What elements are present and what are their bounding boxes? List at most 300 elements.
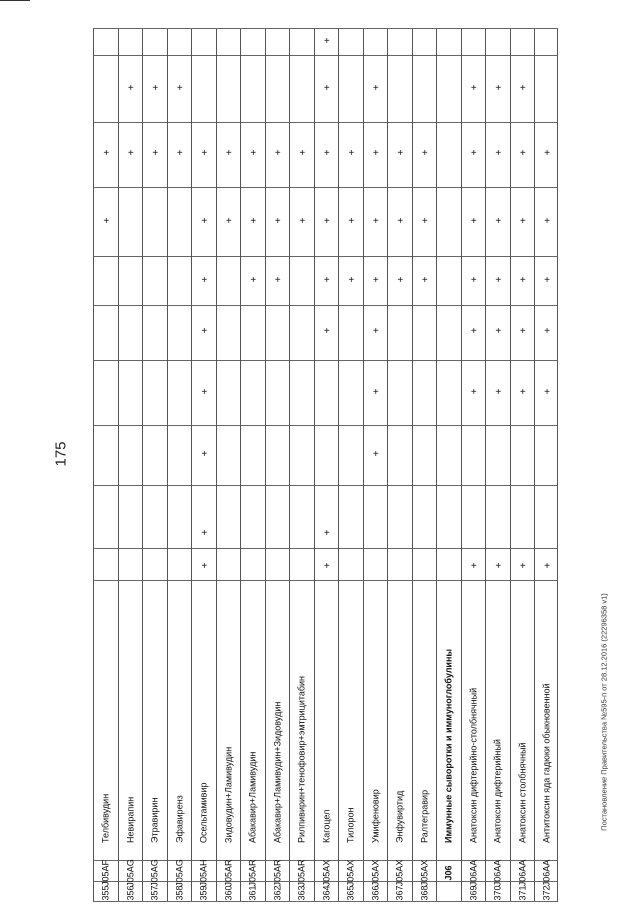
cell-border	[266, 187, 290, 188]
cell-border	[388, 425, 412, 426]
table-row	[289, 28, 314, 902]
plus-mark: +	[299, 216, 306, 227]
corner-mark	[0, 0, 30, 1]
cell-border	[535, 425, 557, 426]
cell-border	[364, 485, 388, 486]
cell-border	[437, 256, 461, 257]
cell-border	[388, 485, 412, 486]
plus-mark: +	[372, 387, 379, 398]
cell-border	[315, 360, 339, 361]
plus-mark: +	[348, 275, 355, 286]
cell-border	[143, 256, 167, 257]
cell-border	[511, 580, 535, 581]
cell-border	[241, 305, 265, 306]
row-number: 367	[394, 885, 405, 901]
row-number: 371	[517, 885, 528, 901]
cell-border	[290, 485, 314, 486]
cell-border	[339, 122, 363, 123]
row-number: 368	[419, 885, 430, 901]
cell-border	[266, 580, 290, 581]
plus-mark: +	[495, 561, 502, 572]
cell-border	[364, 55, 388, 56]
plus-mark: +	[470, 561, 477, 572]
cell-border	[217, 485, 241, 486]
cell-border	[315, 256, 339, 257]
cell-border	[94, 360, 118, 361]
row-number: 365	[345, 885, 356, 901]
plus-mark: +	[470, 83, 477, 94]
plus-mark: +	[519, 275, 526, 286]
table-row	[363, 28, 388, 902]
plus-mark: +	[176, 83, 183, 94]
atc-code: J05AX	[321, 859, 332, 887]
plus-mark: +	[544, 275, 550, 286]
drug-name: Телбивудин	[100, 793, 111, 843]
cell-border	[143, 548, 167, 549]
plus-mark: +	[421, 148, 428, 159]
cell-border	[168, 548, 192, 549]
cell-border	[339, 187, 363, 188]
table-row	[412, 28, 437, 902]
cell-border	[462, 425, 486, 426]
drug-name: Абакавир+Ламивудин	[247, 751, 258, 843]
plus-mark: +	[250, 275, 257, 286]
row-number: 361	[247, 885, 258, 901]
plus-mark: +	[397, 275, 404, 286]
cell-border	[535, 485, 557, 486]
cell-border	[511, 122, 535, 123]
cell-border	[168, 55, 192, 56]
plus-mark: +	[519, 326, 526, 337]
plus-mark: +	[519, 216, 526, 227]
cell-border	[168, 256, 192, 257]
drug-name: Ралтегравир	[419, 789, 430, 843]
cell-border	[119, 55, 143, 56]
cell-border	[192, 305, 216, 306]
plus-mark: +	[323, 148, 330, 159]
cell-border	[486, 360, 510, 361]
cell-border	[241, 256, 265, 257]
cell-border	[511, 485, 535, 486]
cell-border	[192, 485, 216, 486]
plus-mark: +	[103, 148, 110, 159]
plus-mark: +	[323, 528, 330, 539]
plus-mark: +	[519, 387, 526, 398]
plus-mark: +	[127, 148, 134, 159]
drug-name: Умифеновир	[370, 789, 381, 843]
cell-border	[486, 580, 510, 581]
cell-border	[94, 485, 118, 486]
cell-border	[413, 425, 437, 426]
cell-border	[535, 548, 557, 549]
cell-border	[192, 256, 216, 257]
cell-border	[315, 485, 339, 486]
cell-border	[486, 187, 510, 188]
plus-mark: +	[299, 148, 306, 159]
table-row	[510, 28, 535, 902]
plus-mark: +	[519, 83, 526, 94]
row-number: 372	[541, 885, 552, 901]
plus-mark: +	[201, 528, 208, 539]
plus-mark: +	[201, 387, 208, 398]
table-row	[191, 28, 216, 902]
cell-border	[290, 425, 314, 426]
atc-code: J05AH	[198, 859, 209, 887]
atc-code: J05AG	[149, 859, 160, 887]
plus-mark: +	[103, 216, 110, 227]
cell-border	[168, 360, 192, 361]
drug-name: Абакавир+Ламивудин+Зидовудин	[272, 701, 283, 843]
table-row	[216, 28, 241, 902]
row-number: 360	[223, 885, 234, 901]
cell-border	[413, 360, 437, 361]
cell-border	[290, 187, 314, 188]
cell-border	[462, 548, 486, 549]
atc-code: J05AR	[247, 859, 258, 887]
cell-border	[535, 187, 557, 188]
cell-border	[94, 548, 118, 549]
plus-mark: +	[201, 449, 208, 460]
atc-code: J05AR	[296, 859, 307, 887]
plus-mark: +	[201, 216, 208, 227]
cell-border	[217, 548, 241, 549]
cell-border	[290, 55, 314, 56]
plus-mark: +	[495, 216, 502, 227]
cell-border	[364, 425, 388, 426]
table-row	[314, 28, 339, 902]
cell-border	[143, 187, 167, 188]
cell-border	[339, 55, 363, 56]
cell-border	[241, 548, 265, 549]
row-number: 363	[296, 885, 307, 901]
cell-border	[315, 305, 339, 306]
cell-border	[143, 425, 167, 426]
cell-border	[364, 187, 388, 188]
plus-mark: +	[544, 148, 550, 159]
atc-code: J05AG	[125, 859, 136, 887]
cell-border	[462, 580, 486, 581]
cell-border	[364, 360, 388, 361]
cell-border	[388, 548, 412, 549]
cell-border	[315, 548, 339, 549]
plus-mark: +	[470, 216, 477, 227]
atc-code: J05AX	[370, 859, 381, 887]
table-row	[461, 28, 486, 902]
cell-border	[168, 187, 192, 188]
drug-name: Этравирин	[149, 797, 160, 843]
row-number: 366	[370, 885, 381, 901]
plus-mark: +	[470, 387, 477, 398]
plus-mark: +	[372, 83, 379, 94]
plus-mark: +	[348, 216, 355, 227]
cell-border	[217, 360, 241, 361]
cell-border	[94, 187, 118, 188]
plus-mark: +	[323, 36, 330, 47]
atc-code: J05AX	[419, 859, 430, 887]
cell-border	[535, 122, 557, 123]
table-row	[93, 28, 118, 902]
cell-border	[315, 425, 339, 426]
cell-border	[486, 256, 510, 257]
cell-border	[119, 360, 143, 361]
plus-mark: +	[323, 561, 330, 572]
cell-border	[339, 305, 363, 306]
cell-border	[143, 122, 167, 123]
cell-border	[241, 485, 265, 486]
cell-border	[437, 122, 461, 123]
atc-code: J06AA	[541, 859, 552, 887]
plus-mark: +	[397, 216, 404, 227]
cell-border	[241, 55, 265, 56]
drug-name: Зидовудин+Ламивудин	[223, 746, 234, 843]
cell-border	[94, 425, 118, 426]
cell-border	[315, 55, 339, 56]
drug-name: Анатоксин дифтерийно-столбнячный	[468, 687, 479, 843]
cell-border	[266, 55, 290, 56]
table-row	[485, 28, 510, 902]
plus-mark: +	[323, 326, 330, 337]
cell-border	[437, 360, 461, 361]
cell-border	[119, 425, 143, 426]
plus-mark: +	[372, 275, 379, 286]
cell-border	[266, 256, 290, 257]
plus-mark: +	[250, 148, 257, 159]
drug-name: Анатоксин дифтерийный	[492, 739, 503, 843]
cell-border	[119, 548, 143, 549]
cell-border	[168, 580, 192, 581]
cell-border	[339, 360, 363, 361]
cell-border	[388, 360, 412, 361]
atc-code: J05AX	[394, 859, 405, 887]
cell-border	[119, 256, 143, 257]
cell-border	[168, 425, 192, 426]
cell-border	[437, 881, 461, 882]
cell-border	[94, 580, 118, 581]
plus-mark: +	[495, 326, 502, 337]
row-number: 355	[100, 885, 111, 901]
plus-mark: +	[372, 326, 379, 337]
plus-mark: +	[348, 148, 355, 159]
cell-border	[511, 256, 535, 257]
row-number: 362	[272, 885, 283, 901]
drug-name: Анатоксин столбнячный	[517, 742, 528, 843]
cell-border	[437, 580, 461, 581]
table-row	[167, 28, 192, 902]
plus-mark: +	[274, 148, 281, 159]
plus-mark: +	[274, 216, 281, 227]
plus-mark: +	[470, 275, 477, 286]
drug-name: Кагоцел	[321, 809, 332, 843]
row-number: 357	[149, 885, 160, 901]
plus-mark: +	[201, 561, 208, 572]
cell-border	[192, 122, 216, 123]
cell-border	[266, 485, 290, 486]
cell-border	[388, 305, 412, 306]
plus-mark: +	[372, 449, 379, 460]
row-number: 356	[125, 885, 136, 901]
cell-border	[315, 187, 339, 188]
cell-border	[364, 256, 388, 257]
cell-border	[119, 305, 143, 306]
cell-border	[413, 485, 437, 486]
cell-border	[437, 305, 461, 306]
cell-border	[266, 305, 290, 306]
cell-border	[364, 580, 388, 581]
drug-name: Невирапин	[125, 796, 136, 843]
table-row	[142, 28, 167, 902]
cell-border	[315, 122, 339, 123]
cell-border	[217, 256, 241, 257]
cell-border	[241, 425, 265, 426]
drug-name: Осельтамивир	[198, 782, 209, 843]
cell-border	[388, 580, 412, 581]
cell-border	[192, 425, 216, 426]
cell-border	[462, 256, 486, 257]
cell-border	[266, 360, 290, 361]
cell-border	[486, 55, 510, 56]
atc-code: J05AR	[272, 859, 283, 887]
footer-note: Постановление Правительства №595-п от 28.12.2016 (22296358 v1)	[599, 593, 609, 831]
plus-mark: +	[250, 216, 257, 227]
atc-code: J05AG	[174, 859, 185, 887]
drug-name: Иммунные сыворотки и иммуноглобулины	[443, 648, 454, 843]
cell-border	[290, 580, 314, 581]
cell-border	[266, 425, 290, 426]
cell-border	[217, 425, 241, 426]
plus-mark: +	[201, 148, 208, 159]
row-number: 358	[174, 885, 185, 901]
cell-border	[290, 360, 314, 361]
plus-mark: +	[323, 83, 330, 94]
cell-border	[511, 187, 535, 188]
table-row	[265, 28, 290, 902]
cell-border	[535, 360, 557, 361]
plus-mark: +	[176, 148, 183, 159]
cell-border	[339, 425, 363, 426]
cell-border	[241, 580, 265, 581]
plus-mark: +	[495, 83, 502, 94]
cell-border	[437, 485, 461, 486]
cell-border	[315, 580, 339, 581]
cell-border	[364, 305, 388, 306]
cell-border	[143, 580, 167, 581]
cell-border	[339, 485, 363, 486]
cell-border	[94, 256, 118, 257]
cell-border	[413, 580, 437, 581]
cell-border	[535, 580, 557, 581]
table-row	[387, 28, 412, 902]
plus-mark: +	[201, 326, 208, 337]
cell-border	[486, 425, 510, 426]
cell-border	[192, 55, 216, 56]
cell-border	[511, 425, 535, 426]
plus-mark: +	[519, 561, 526, 572]
cell-border	[241, 360, 265, 361]
cell-border	[217, 580, 241, 581]
cell-border	[364, 548, 388, 549]
cell-border	[486, 548, 510, 549]
cell-border	[462, 55, 486, 56]
atc-code: J05AX	[345, 859, 356, 887]
atc-code: J05AR	[223, 859, 234, 887]
cell-border	[413, 55, 437, 56]
plus-mark: +	[470, 148, 477, 159]
cell-border	[217, 122, 241, 123]
cell-border	[462, 360, 486, 361]
cell-border	[94, 122, 118, 123]
cell-border	[437, 55, 461, 56]
cell-border	[119, 580, 143, 581]
cell-border	[511, 55, 535, 56]
cell-border	[192, 548, 216, 549]
cell-border	[535, 256, 557, 257]
atc-code: J06	[443, 865, 454, 881]
atc-code: J06AA	[492, 859, 503, 887]
plus-mark: +	[421, 275, 428, 286]
row-number: 364	[321, 885, 332, 901]
cell-border	[511, 360, 535, 361]
drug-name: Тилорон	[345, 807, 356, 843]
drug-name: Эфавиренз	[174, 795, 185, 843]
cell-border	[119, 122, 143, 123]
plus-mark: +	[225, 216, 232, 227]
plus-mark: +	[470, 326, 477, 337]
cell-border	[94, 305, 118, 306]
plus-mark: +	[274, 275, 281, 286]
cell-border	[462, 485, 486, 486]
plus-mark: +	[495, 148, 502, 159]
table-row	[534, 28, 558, 902]
cell-border	[413, 548, 437, 549]
drug-table	[93, 28, 550, 902]
table-row	[240, 28, 265, 902]
table-row	[338, 28, 363, 902]
cell-border	[143, 485, 167, 486]
cell-border	[217, 55, 241, 56]
cell-border	[535, 55, 557, 56]
cell-border	[339, 580, 363, 581]
plus-mark: +	[372, 216, 379, 227]
plus-mark: +	[519, 148, 526, 159]
cell-border	[437, 425, 461, 426]
cell-border	[413, 305, 437, 306]
drug-name: Антитоксин яда гадюки обыкновенной	[541, 683, 552, 843]
plus-mark: +	[544, 387, 550, 398]
atc-code: J06AA	[517, 859, 528, 887]
page-number: 175	[52, 441, 70, 467]
plus-mark: +	[495, 387, 502, 398]
row-number: 369	[468, 885, 479, 901]
cell-border	[413, 187, 437, 188]
cell-border	[388, 256, 412, 257]
row-number: 359	[198, 885, 209, 901]
cell-border	[192, 187, 216, 188]
plus-mark: +	[544, 216, 550, 227]
cell-border	[143, 55, 167, 56]
drug-name: Рилпивирин+тенофовир+эмтрицитабин	[296, 675, 307, 843]
cell-border	[413, 122, 437, 123]
drug-name: Энфувиртид	[394, 790, 405, 843]
cell-border	[266, 122, 290, 123]
row-number: 370	[492, 885, 503, 901]
cell-border	[168, 485, 192, 486]
cell-border	[486, 122, 510, 123]
atc-code: J05AF	[100, 859, 111, 887]
cell-border	[535, 305, 557, 306]
cell-border	[94, 55, 118, 56]
cell-border	[290, 256, 314, 257]
cell-border	[241, 187, 265, 188]
